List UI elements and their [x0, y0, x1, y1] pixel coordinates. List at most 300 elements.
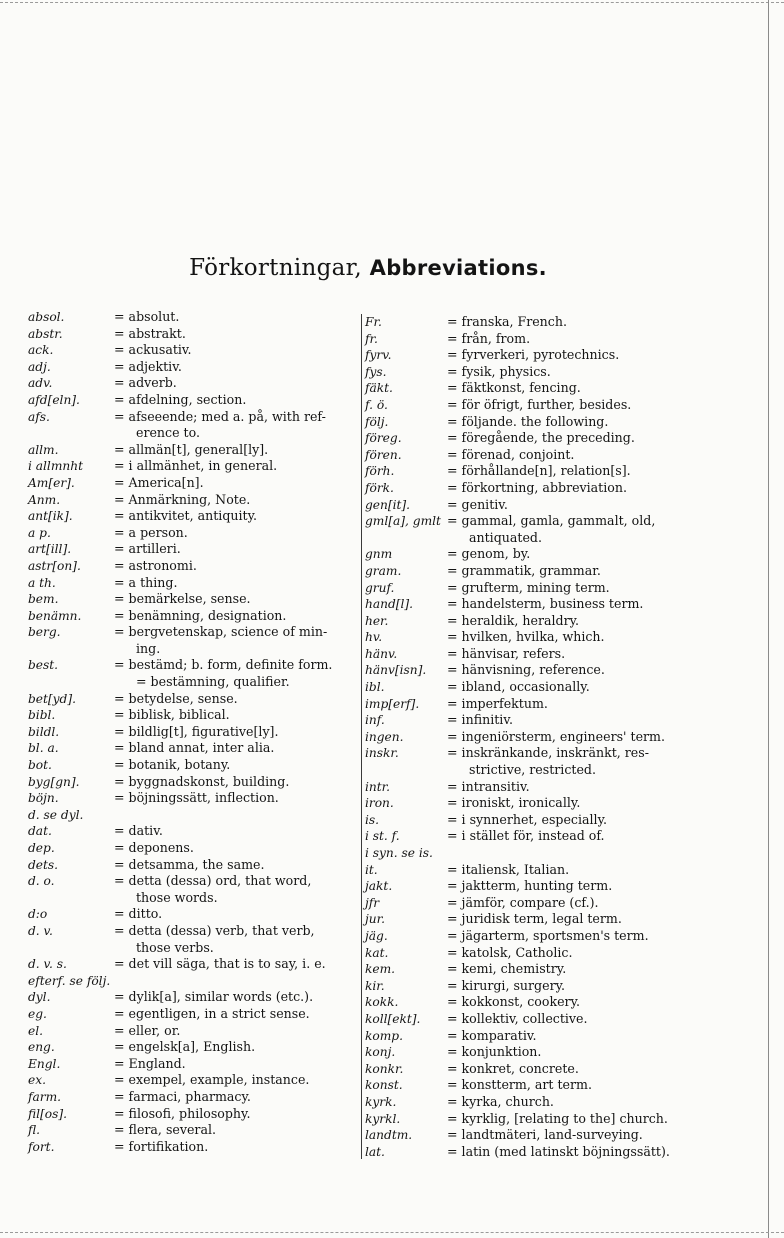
abbreviation-definition	[114, 790, 358, 807]
abbreviation-term: abstr.	[28, 326, 63, 341]
abbreviation-term: dyl.	[28, 990, 51, 1005]
abbreviation-term: bem.	[28, 592, 59, 607]
abbreviation-definition	[114, 724, 358, 741]
abbreviation-definition	[114, 1056, 358, 1073]
definition-text: = ackusativ.	[114, 342, 192, 358]
abbreviation-term: hänv.	[365, 646, 398, 661]
page-title	[0, 255, 736, 281]
title-english: Abbreviations.	[369, 256, 547, 280]
abbreviation-entry	[365, 1111, 695, 1128]
abbreviation-term: inf.	[365, 713, 385, 728]
definition-text: = kemi, chemistry.	[447, 961, 567, 977]
abbreviation-entry	[365, 563, 695, 580]
abbreviation-term: kir.	[365, 978, 385, 993]
abbreviation-entry	[28, 309, 358, 326]
abbreviation-entry	[28, 707, 358, 724]
abbreviation-term: Fr.	[365, 315, 382, 329]
abbreviation-definition	[447, 878, 695, 895]
abbreviation-entry	[28, 774, 358, 791]
abbreviation-entry	[365, 580, 695, 597]
abbreviation-term: förk.	[365, 480, 394, 495]
abbreviation-entry	[365, 812, 695, 829]
abbreviation-definition	[114, 774, 358, 791]
abbreviation-entry	[365, 928, 695, 945]
abbreviation-term: efterf. se följ.	[28, 973, 111, 988]
abbreviation-definition	[114, 309, 358, 326]
abbreviation-entry	[28, 1056, 358, 1073]
abbreviation-definition	[447, 347, 695, 364]
definition-text: = det vill säga, that is to say, i. e.	[114, 956, 326, 972]
abbreviation-entry	[28, 326, 358, 343]
abbreviation-entry	[28, 342, 358, 359]
abbreviation-term: eg.	[28, 1006, 47, 1021]
abbreviation-definition	[114, 326, 358, 343]
abbreviation-entry	[365, 314, 695, 331]
abbreviation-entry	[365, 1144, 695, 1161]
abbreviation-definition	[114, 1072, 358, 1089]
abbreviation-term: bet[yd].	[28, 691, 76, 706]
definition-text: = ditto.	[114, 906, 163, 922]
abbreviation-definition	[447, 430, 695, 447]
abbreviation-definition	[114, 624, 358, 657]
abbreviation-entry	[365, 779, 695, 796]
abbreviation-definition	[447, 911, 695, 928]
definition-text: = förkortning, abbreviation.	[447, 479, 627, 495]
abbreviation-term: her.	[365, 613, 389, 628]
abbreviation-entry	[365, 1061, 695, 1078]
definition-text: = astronomi.	[114, 557, 197, 573]
abbreviation-entry	[28, 375, 358, 392]
bottom-border	[0, 1232, 784, 1233]
definition-text: = heraldik, heraldry.	[447, 612, 580, 628]
abbreviation-definition	[447, 1077, 695, 1094]
abbreviation-entry	[28, 923, 358, 956]
abbreviation-definition	[447, 745, 695, 778]
abbreviation-term: kat.	[365, 945, 389, 960]
abbreviation-entry	[28, 691, 358, 708]
abbreviation-term: föreg.	[365, 431, 402, 446]
definition-text: = allmän[t], general[ly].	[114, 441, 269, 457]
right-column	[365, 314, 695, 1160]
abbreviation-entry	[28, 1023, 358, 1040]
abbreviation-definition	[114, 657, 358, 690]
abbreviation-definition	[447, 712, 695, 729]
abbreviation-definition	[447, 380, 695, 397]
definition-text: = botanik, botany.	[114, 757, 231, 773]
abbreviation-definition	[447, 945, 695, 962]
abbreviation-term: is.	[365, 812, 380, 827]
abbreviation-entry	[365, 1028, 695, 1045]
abbreviation-definition	[447, 463, 695, 480]
definition-text: = handelsterm, business term.	[447, 596, 644, 612]
abbreviation-term: ack.	[28, 343, 54, 358]
definition-text: = fysik, physics.	[447, 363, 551, 379]
abbreviation-term: gen[it].	[365, 497, 411, 512]
abbreviation-entry	[365, 331, 695, 348]
definition-text	[447, 845, 451, 860]
definition-text: = absolut.	[114, 309, 180, 324]
left-column	[28, 309, 358, 1155]
definition-text: = a thing.	[114, 574, 178, 590]
definition-text: = fyrverkeri, pyrotechnics.	[447, 347, 620, 363]
abbreviation-entry	[28, 541, 358, 558]
abbreviation-term: böjn.	[28, 791, 59, 806]
abbreviation-entry	[365, 712, 695, 729]
abbreviation-entry	[365, 696, 695, 713]
abbreviation-term: kem.	[365, 962, 396, 977]
abbreviation-entry	[365, 662, 695, 679]
definition-text: = hänvisning, reference.	[447, 662, 605, 678]
abbreviation-term: gml[a], gmlt	[365, 514, 441, 529]
abbreviation-entry	[365, 646, 695, 663]
abbreviation-entry	[365, 961, 695, 978]
abbreviation-term: landtm.	[365, 1128, 413, 1143]
abbreviation-entry	[28, 857, 358, 874]
abbreviation-entry	[28, 657, 358, 690]
abbreviation-definition	[447, 845, 695, 862]
definition-text: = bildlig[t], figurative[ly].	[114, 723, 279, 739]
abbreviation-entry	[365, 629, 695, 646]
abbreviation-definition	[114, 1006, 358, 1023]
abbreviation-entry	[28, 1006, 358, 1023]
abbreviation-entry	[365, 878, 695, 895]
abbreviation-definition	[447, 978, 695, 995]
abbreviation-definition	[447, 679, 695, 696]
abbreviation-entry	[365, 1044, 695, 1061]
definition-text: = jägarterm, sportsmen's term.	[447, 927, 649, 943]
definition-text: = bland annat, inter alia.	[114, 740, 275, 756]
abbreviation-definition	[114, 857, 358, 874]
abbreviation-term: farm.	[28, 1089, 62, 1104]
definition-text: = kollektiv, collective.	[447, 1010, 588, 1026]
definition-text: = för öfrigt, further, besides.	[447, 396, 632, 412]
definition-continuation: those verbs.	[136, 939, 214, 955]
abbreviation-entry	[28, 956, 358, 973]
definition-text: = America[n].	[114, 474, 204, 490]
definition-text: = ingeniörsterm, engineers' term.	[447, 728, 665, 744]
abbreviation-term: koll[ekt].	[365, 1011, 421, 1026]
abbreviation-entry	[365, 911, 695, 928]
definition-text: = eller, or.	[114, 1022, 181, 1038]
abbreviation-term: jäg.	[365, 928, 388, 943]
abbreviation-term: bl. a.	[28, 741, 59, 756]
definition-text: = England.	[114, 1055, 186, 1071]
abbreviation-term: gruf.	[365, 580, 395, 595]
abbreviation-definition	[114, 442, 358, 459]
abbreviation-term: gram.	[365, 563, 402, 578]
definition-text: = i synnerhet, especially.	[447, 811, 608, 827]
abbreviation-definition	[447, 563, 695, 580]
abbreviation-entry	[28, 624, 358, 657]
abbreviation-term: inskr.	[365, 746, 399, 761]
abbreviation-entry	[365, 679, 695, 696]
abbreviation-definition	[447, 364, 695, 381]
abbreviation-definition	[114, 475, 358, 492]
definition-text: = förenad, conjoint.	[447, 446, 575, 462]
definition-text: = ibland, occasionally.	[447, 679, 590, 695]
definition-text: = fortifikation.	[114, 1138, 209, 1154]
abbreviation-entry	[28, 973, 358, 990]
abbreviation-definition	[114, 492, 358, 509]
abbreviation-term: konkr.	[365, 1061, 404, 1076]
abbreviation-entry	[28, 475, 358, 492]
definition-continuation: antiquated.	[469, 529, 542, 545]
definition-text: = intransitiv.	[447, 778, 530, 794]
abbreviation-definition	[447, 1028, 695, 1045]
abbreviation-term: fyrv.	[365, 348, 392, 363]
abbreviation-term: byg[gn].	[28, 774, 80, 789]
abbreviation-term: fr.	[365, 331, 378, 346]
definition-text: = genitiv.	[447, 496, 508, 512]
definition-text: = gammal, gamla, gammalt, old,	[447, 513, 656, 529]
definition-text: = jämför, compare (cf.).	[447, 894, 599, 910]
abbreviation-entry	[365, 463, 695, 480]
abbreviation-term: el.	[28, 1023, 43, 1038]
abbreviation-term: f. ö.	[365, 397, 388, 412]
abbreviation-entry	[28, 409, 358, 442]
abbreviation-definition	[447, 1011, 695, 1028]
abbreviation-term: afd[eln].	[28, 392, 80, 407]
abbreviation-term: jur.	[365, 912, 385, 927]
abbreviation-entry	[28, 525, 358, 542]
abbreviation-entry	[365, 978, 695, 995]
definition-text: = biblisk, biblical.	[114, 707, 230, 723]
abbreviation-definition	[447, 314, 695, 331]
abbreviation-entry	[28, 1089, 358, 1106]
abbreviation-term: adj.	[28, 359, 51, 374]
definition-continuation: strictive, restricted.	[469, 762, 596, 778]
abbreviation-definition	[447, 580, 695, 597]
abbreviation-entry	[28, 392, 358, 409]
abbreviation-entry	[365, 513, 695, 546]
definition-text: = bestämd; b. form, definite form.	[114, 657, 333, 673]
abbreviation-definition	[447, 1127, 695, 1144]
definition-text: = fäktkonst, fencing.	[447, 380, 581, 396]
definition-text: = grammatik, grammar.	[447, 562, 601, 578]
abbreviation-term: adv.	[28, 376, 53, 391]
definition-continuation: erence to.	[136, 425, 200, 441]
abbreviation-term: hänv[isn].	[365, 663, 427, 678]
definition-text: = inskränkande, inskränkt, res-	[447, 745, 649, 761]
definition-text: = i stället för, instead of.	[447, 828, 605, 844]
abbreviation-term: fäkt.	[365, 381, 393, 396]
definition-text: = komparativ.	[447, 1027, 537, 1043]
abbreviation-term: gnm	[365, 547, 393, 562]
definition-text: = byggnadskonst, building.	[114, 773, 290, 789]
abbreviation-definition	[447, 1144, 695, 1161]
definition-text: = antikvitet, antiquity.	[114, 508, 258, 524]
abbreviation-definition	[114, 757, 358, 774]
abbreviation-term: i allmnht	[28, 459, 83, 474]
abbreviation-term: benämn.	[28, 608, 82, 623]
abbreviation-definition	[447, 629, 695, 646]
abbreviation-definition	[114, 608, 358, 625]
abbreviation-definition	[114, 1089, 358, 1106]
definition-text: = från, from.	[447, 330, 531, 346]
abbreviation-definition	[114, 840, 358, 857]
abbreviation-term: dets.	[28, 857, 59, 872]
definition-continuation: ing.	[136, 640, 161, 656]
definition-text: = följande. the following.	[447, 413, 609, 429]
definition-text: = adjektiv.	[114, 358, 182, 374]
definition-text: = deponens.	[114, 840, 194, 855]
abbreviation-definition	[114, 807, 358, 824]
abbreviation-definition	[447, 1044, 695, 1061]
abbreviation-definition	[114, 956, 358, 973]
abbreviation-term: ex.	[28, 1073, 46, 1088]
abbreviation-term: fort.	[28, 1139, 55, 1154]
abbreviation-definition	[447, 696, 695, 713]
definition-text: = abstrakt.	[114, 325, 186, 341]
abbreviation-term: fil[os].	[28, 1106, 68, 1121]
abbreviation-definition	[447, 961, 695, 978]
abbreviation-definition	[447, 480, 695, 497]
abbreviation-definition	[114, 740, 358, 757]
abbreviation-term: jakt.	[365, 879, 393, 894]
abbreviation-term: förh.	[365, 464, 395, 479]
definition-text: = exempel, example, instance.	[114, 1072, 310, 1088]
abbreviation-definition	[114, 558, 358, 575]
abbreviation-term: Engl.	[28, 1056, 61, 1071]
abbreviation-definition	[114, 989, 358, 1006]
abbreviation-definition	[447, 662, 695, 679]
abbreviation-entry	[365, 380, 695, 397]
definition-text: = genom, by.	[447, 546, 531, 562]
definition-continuation: = bestämning, qualifier.	[136, 674, 290, 690]
abbreviation-definition	[447, 497, 695, 514]
abbreviation-definition	[114, 409, 358, 442]
abbreviation-definition	[447, 447, 695, 464]
abbreviation-term: best.	[28, 658, 59, 673]
abbreviation-entry	[365, 895, 695, 912]
definition-text: = dativ.	[114, 823, 163, 839]
definition-text: = a person.	[114, 524, 188, 540]
abbreviation-entry	[365, 745, 695, 778]
abbreviation-entry	[28, 873, 358, 906]
definition-text	[114, 973, 118, 988]
abbreviation-entry	[365, 613, 695, 630]
definition-text: = egentligen, in a strict sense.	[114, 1005, 310, 1021]
abbreviation-definition	[447, 1094, 695, 1111]
abbreviation-entry	[28, 757, 358, 774]
definition-continuation: those words.	[136, 889, 218, 905]
abbreviation-term: d:o	[28, 907, 48, 922]
abbreviation-definition	[114, 973, 358, 990]
abbreviation-entry	[28, 608, 358, 625]
abbreviation-term: i syn. se is.	[365, 846, 433, 860]
abbreviation-entry	[365, 430, 695, 447]
abbreviation-entry	[365, 596, 695, 613]
abbreviation-entry	[28, 575, 358, 592]
definition-text: = kokkonst, cookery.	[447, 994, 581, 1010]
abbreviation-definition	[114, 525, 358, 542]
abbreviation-entry	[28, 840, 358, 857]
abbreviation-entry	[28, 1122, 358, 1139]
definition-text: = bergvetenskap, science of min-	[114, 624, 328, 640]
abbreviation-entry	[365, 828, 695, 845]
abbreviation-term: intr.	[365, 779, 391, 794]
abbreviation-entry	[28, 740, 358, 757]
definition-text: = detsamma, the same.	[114, 856, 265, 872]
abbreviation-entry	[365, 546, 695, 563]
abbreviation-definition	[114, 591, 358, 608]
definition-text: = kyrka, church.	[447, 1093, 554, 1109]
definition-text: = adverb.	[114, 375, 177, 391]
abbreviation-definition	[114, 1139, 358, 1156]
abbreviation-term: dep.	[28, 841, 55, 855]
definition-text: = artilleri.	[114, 541, 181, 557]
abbreviation-term: d. v. s.	[28, 957, 67, 972]
abbreviation-entry	[28, 724, 358, 741]
abbreviation-entry	[28, 359, 358, 376]
abbreviation-definition	[114, 691, 358, 708]
abbreviation-entry	[365, 414, 695, 431]
abbreviation-term: följ.	[365, 414, 389, 429]
abbreviation-definition	[447, 397, 695, 414]
definition-text: = jaktterm, hunting term.	[447, 878, 613, 894]
definition-text: = detta (dessa) ord, that word,	[114, 873, 312, 889]
abbreviation-definition	[114, 541, 358, 558]
abbreviation-entry	[28, 906, 358, 923]
definition-text: = franska, French.	[447, 314, 567, 329]
definition-text: = hänvisar, refers.	[447, 645, 566, 661]
abbreviation-definition	[114, 873, 358, 906]
definition-text: = hvilken, hvilka, which.	[447, 629, 605, 645]
abbreviation-term: a th.	[28, 575, 56, 590]
abbreviation-entry	[28, 558, 358, 575]
abbreviation-term: bibl.	[28, 708, 56, 723]
abbreviation-definition	[447, 828, 695, 845]
abbreviation-entry	[365, 447, 695, 464]
definition-text: = afseeende; med a. på, with ref-	[114, 408, 326, 424]
abbreviation-entry	[365, 1077, 695, 1094]
abbreviation-term: absol.	[28, 310, 65, 324]
abbreviation-term: komp.	[365, 1028, 403, 1043]
abbreviation-definition	[114, 823, 358, 840]
abbreviation-definition	[114, 508, 358, 525]
definition-text: = farmaci, pharmacy.	[114, 1088, 251, 1104]
abbreviation-entry	[365, 1094, 695, 1111]
abbreviation-term: d. v.	[28, 923, 53, 938]
abbreviation-definition	[447, 895, 695, 912]
definition-text: = juridisk term, legal term.	[447, 911, 622, 927]
abbreviation-definition	[447, 1061, 695, 1078]
abbreviation-term: Am[er].	[28, 475, 75, 490]
abbreviation-definition	[114, 923, 358, 956]
abbreviation-entry	[28, 790, 358, 807]
abbreviation-term: it.	[365, 862, 378, 877]
abbreviation-definition	[447, 331, 695, 348]
abbreviation-entry	[28, 1106, 358, 1123]
abbreviation-term: konj.	[365, 1045, 396, 1060]
abbreviation-term: astr[on].	[28, 558, 81, 573]
title-swedish: Förkortningar,	[189, 255, 363, 281]
abbreviation-definition	[447, 414, 695, 431]
abbreviation-term: hand[l].	[365, 597, 414, 612]
abbreviation-entry	[365, 347, 695, 364]
abbreviation-definition	[447, 596, 695, 613]
abbreviation-definition	[114, 342, 358, 359]
definition-text: = filosofi, philosophy.	[114, 1105, 251, 1121]
abbreviation-definition	[447, 1111, 695, 1128]
abbreviation-term: dat.	[28, 824, 52, 839]
abbreviation-definition	[114, 1023, 358, 1040]
abbreviation-term: kokk.	[365, 995, 399, 1010]
abbreviation-entry	[28, 989, 358, 1006]
definition-text: = kirurgi, surgery.	[447, 977, 566, 993]
abbreviation-entry	[28, 823, 358, 840]
top-border	[0, 2, 784, 3]
